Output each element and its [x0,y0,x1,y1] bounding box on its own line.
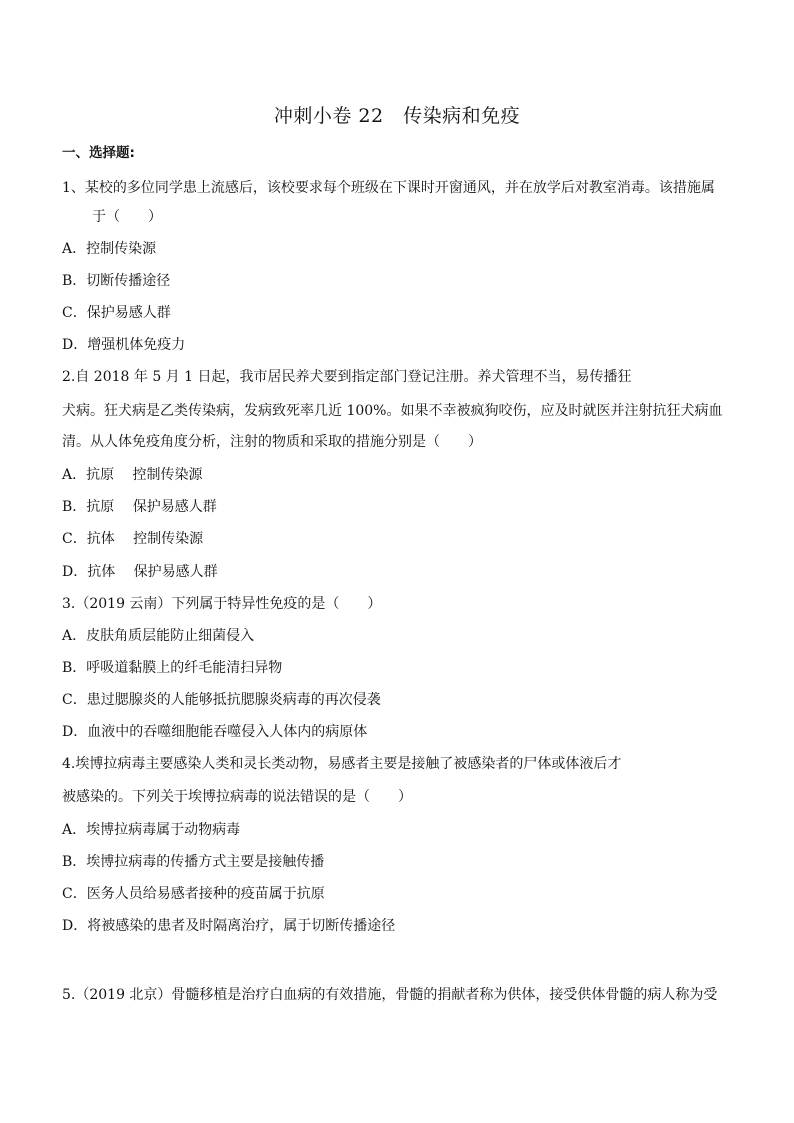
question-1-option-b: B．切断传播途径 [62,273,171,289]
question-1-option-c: C．保护易感人群 [62,305,171,321]
question-4-option-a: A．埃博拉病毒属于动物病毒 [62,822,241,838]
question-3-stem-line-1: 3.（2019 云南）下列属于特异性免疫的是（ ） [62,596,382,612]
question-4-option-d: D．将被感染的患者及时隔离治疗，属于切断传播途径 [62,918,396,934]
question-2-option-b: B．抗原 保护易感人群 [62,499,217,515]
question-1-option-d: D．增强机体免疫力 [62,337,186,353]
question-4-stem-line-1: 4.埃博拉病毒主要感染人类和灵长类动物，易感者主要是接触了被感染者的尸体或体液后才 [62,756,622,772]
question-1-stem-line-2: 于（ ） [92,209,162,225]
question-2-stem-line-2: 犬病。狂犬病是乙类传染病，发病致死率几近 100%。如果不幸被疯狗咬伤，应及时就医并注射抗狂犬病血 [62,403,723,419]
section-heading: 一、选择题: [62,145,135,161]
question-3-option-c: C．患过腮腺炎的人能够抵抗腮腺炎病毒的再次侵袭 [62,692,381,708]
question-4-stem-line-2: 被感染的。下列关于埃博拉病毒的说法错误的是（ ） [62,789,412,805]
question-1-option-a: A．控制传染源 [62,241,157,257]
question-2-option-d: D．抗体 保护易感人群 [62,564,218,580]
question-3-option-b: B．呼吸道黏膜上的纤毛能清扫异物 [62,660,283,676]
question-2-stem-line-3: 清。从人体免疫角度分析，注射的物质和采取的措施分别是（ ） [62,434,482,450]
question-5-stem-line-1: 5.（2019 北京）骨髓移植是治疗白血病的有效措施，骨髓的捐献者称为供体，接受供体骨髓的病人称为受 [62,987,718,1003]
question-4-option-c: C．医务人员给易感者接种的疫苗属于抗原 [62,886,325,902]
question-3-option-d: D．血液中的吞噬细胞能吞噬侵入人体内的病原体 [62,724,368,740]
question-4-option-b: B．埃博拉病毒的传播方式主要是接触传播 [62,854,325,870]
question-2-option-a: A．抗原 控制传染源 [62,467,203,483]
question-2-stem-line-1: 2.自 2018 年 5 月 1 日起，我市居民养犬要到指定部门登记注册。养犬管理不当，易传播狂 [62,369,632,385]
page-title: 冲刺小卷 22 传染病和免疫 [273,105,521,127]
question-2-option-c: C．抗体 控制传染源 [62,531,204,547]
question-1-stem-line-1: 1、某校的多位同学患上流感后，该校要求每个班级在下课时开窗通风，并在放学后对教室消毒。该措施属 [62,180,715,196]
question-3-option-a: A．皮肤角质层能防止细菌侵入 [62,628,255,644]
